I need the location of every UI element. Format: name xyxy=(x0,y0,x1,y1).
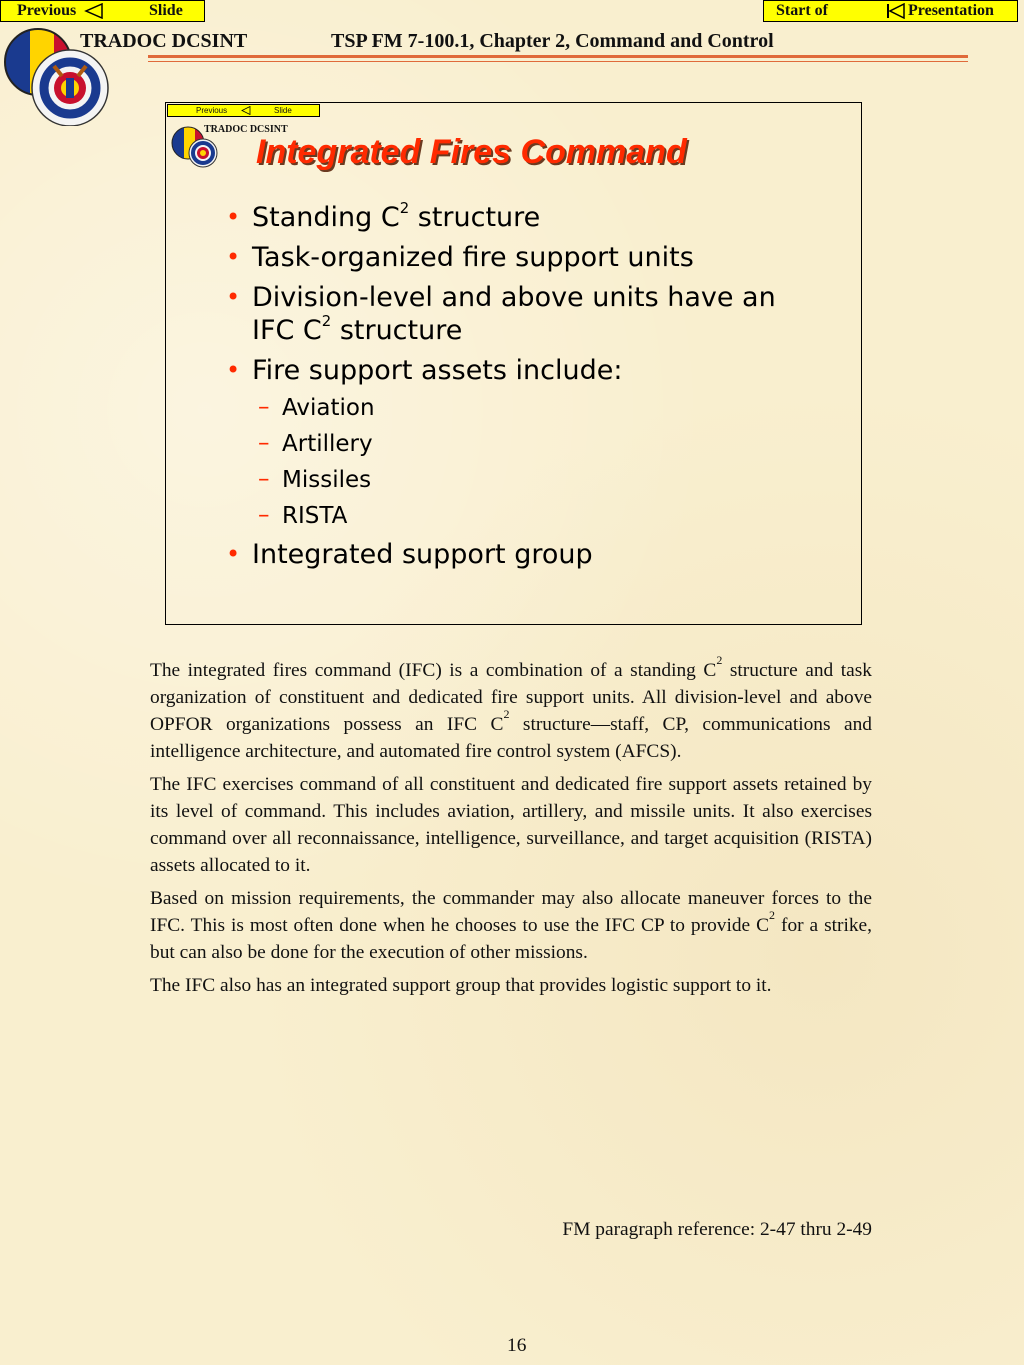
page-number: 16 xyxy=(507,1335,527,1356)
bullet-item: • Task-organized fire support units xyxy=(226,241,826,274)
bullet-item: • Division-level and above units have an IFC $C^2$ structure xyxy=(226,281,826,347)
body-text xyxy=(150,653,872,1005)
mini-previous-label: Previous xyxy=(196,106,228,115)
triangle-left-icon xyxy=(241,106,251,115)
slide-thumbnail xyxy=(165,102,862,625)
previous-label: Previous xyxy=(17,2,77,19)
header-org: TRADOC DCSINT xyxy=(80,30,248,52)
previous-slide-button[interactable] xyxy=(0,0,205,22)
paragraph: The integrated fires command (IFC) is a combination of a standing $C^2$ structure and task organization of constituent and dedicated fire support units. All division-level and above OPFOR organizations possess an IFC $C^2$ structure—staff, CP, communications and intelligence architecture, and automated fire control system (AFCS). xyxy=(150,653,872,762)
start-of-label: Start of xyxy=(776,2,828,19)
bullet-item: • Standing $C^2$ structure xyxy=(226,201,826,234)
document-title: TSP FM 7-100.1, Chapter 2, Command and Control xyxy=(331,30,774,52)
slide-org: TRADOC DCSINT xyxy=(204,124,288,135)
skip-to-start-icon xyxy=(886,3,906,19)
slide-title: Integrated Fires Command xyxy=(256,133,687,171)
slide-label: Slide xyxy=(149,2,183,19)
sub-bullet-item: – Missiles xyxy=(226,466,826,494)
paragraph: The IFC also has an integrated support group that provides logistic support to it. xyxy=(150,975,772,996)
bullet-item: • Fire support assets include: xyxy=(226,354,826,387)
presentation-label: Presentation xyxy=(908,2,994,19)
start-of-presentation-button[interactable] xyxy=(763,0,1018,22)
slide-bullet-list xyxy=(226,201,826,578)
bullet-item: • Integrated support group xyxy=(226,538,826,571)
paragraph: The IFC exercises command of all constituent and dedicated fire support assets retained by its level of command. This includes aviation, artillery, and missile units. It also exercises command over all reconnaissance, intelligence, surveillance, and target acquisition (RISTA) assets allocated to it. xyxy=(150,774,872,876)
fm-paragraph-reference: FM paragraph reference: 2-47 thru 2-49 xyxy=(562,1219,872,1240)
mini-previous-slide-button xyxy=(167,104,320,117)
sub-bullet-item: – Aviation xyxy=(226,394,826,422)
header-rule-thin xyxy=(148,61,968,62)
header-rule xyxy=(148,55,968,58)
mini-slide-label: Slide xyxy=(274,106,292,115)
sub-bullet-item: – Artillery xyxy=(226,430,826,458)
triangle-left-icon xyxy=(84,3,104,19)
paragraph: Based on mission requirements, the commander may also allocate maneuver forces to the IFC. This is most often done when he chooses to use the IFC CP to provide $C^2$ for a strike, but can also be done for the execution of other missions. xyxy=(150,888,872,963)
sub-bullet-item: – RISTA xyxy=(226,502,826,530)
